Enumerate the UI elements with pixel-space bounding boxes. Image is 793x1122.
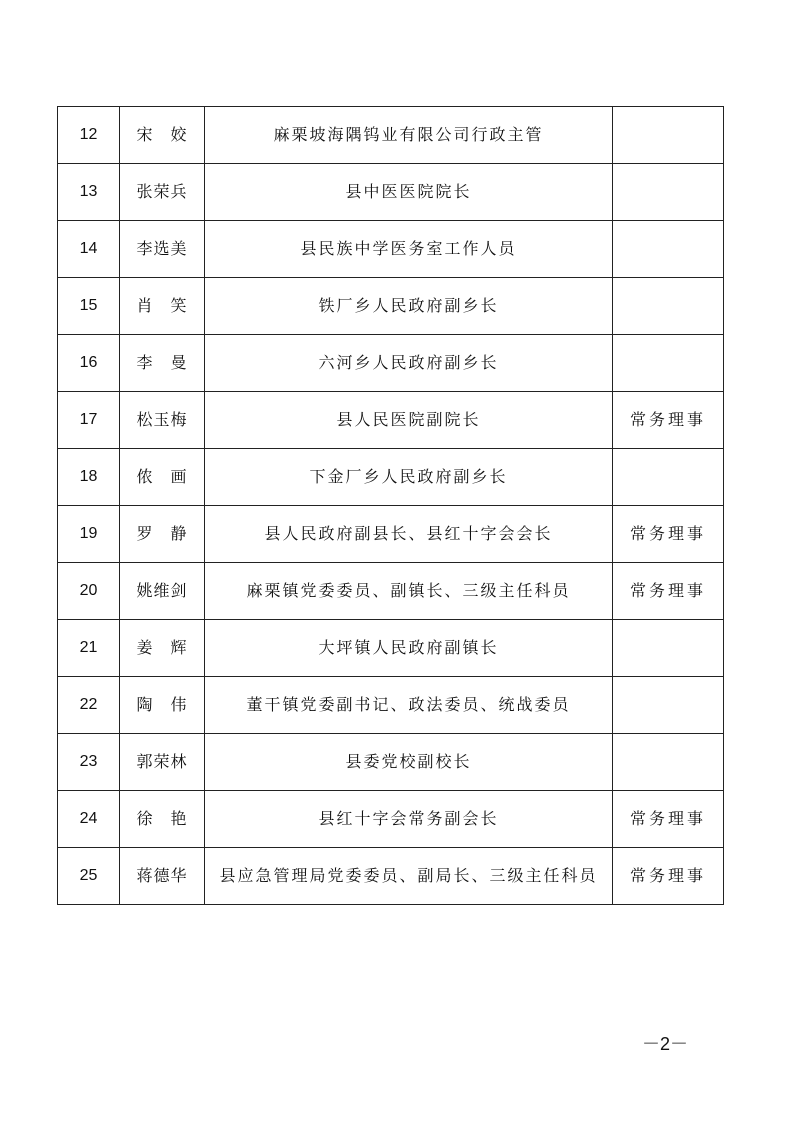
- member-role: [613, 107, 724, 164]
- member-name: 张荣兵: [120, 164, 205, 221]
- table-row: [58, 620, 724, 677]
- member-position: 董干镇党委副书记、政法委员、统战委员: [205, 677, 613, 734]
- member-position: 县红十字会常务副会长: [205, 791, 613, 848]
- member-position: 县人民政府副县长、县红十字会会长: [205, 506, 613, 563]
- roster-table: [57, 106, 724, 905]
- table-row: [58, 791, 724, 848]
- member-role: 常务理事: [613, 848, 724, 905]
- member-position: 县应急管理局党委委员、副局长、三级主任科员: [205, 848, 613, 905]
- row-number: 19: [58, 506, 120, 563]
- member-role: [613, 164, 724, 221]
- member-position: 大坪镇人民政府副镇长: [205, 620, 613, 677]
- member-position: 县民族中学医务室工作人员: [205, 221, 613, 278]
- row-number: 25: [58, 848, 120, 905]
- member-position: 麻栗坡海隅钨业有限公司行政主管: [205, 107, 613, 164]
- member-role: [613, 221, 724, 278]
- member-position: 县委党校副校长: [205, 734, 613, 791]
- member-position: 县人民医院副院长: [205, 392, 613, 449]
- member-position: 铁厂乡人民政府副乡长: [205, 278, 613, 335]
- member-name: 郭荣林: [120, 734, 205, 791]
- table-row: [58, 221, 724, 278]
- row-number: 17: [58, 392, 120, 449]
- row-number: 18: [58, 449, 120, 506]
- row-number: 15: [58, 278, 120, 335]
- table-row: [58, 392, 724, 449]
- member-role: [613, 449, 724, 506]
- row-number: 16: [58, 335, 120, 392]
- member-name: 宋 姣: [120, 107, 205, 164]
- member-name: 李选美: [120, 221, 205, 278]
- member-name: 姜 辉: [120, 620, 205, 677]
- table-row: [58, 677, 724, 734]
- member-position: 麻栗镇党委委员、副镇长、三级主任科员: [205, 563, 613, 620]
- member-position: 六河乡人民政府副乡长: [205, 335, 613, 392]
- table-row: [58, 734, 724, 791]
- member-name: 肖 笑: [120, 278, 205, 335]
- member-name: 侬 画: [120, 449, 205, 506]
- member-role: 常务理事: [613, 563, 724, 620]
- table-row: [58, 278, 724, 335]
- table-row: [58, 848, 724, 905]
- row-number: 21: [58, 620, 120, 677]
- member-role: 常务理事: [613, 392, 724, 449]
- member-name: 李 曼: [120, 335, 205, 392]
- table-row: [58, 563, 724, 620]
- member-position: 县中医医院院长: [205, 164, 613, 221]
- member-role: [613, 734, 724, 791]
- member-name: 松玉梅: [120, 392, 205, 449]
- page-number: －2－: [641, 1034, 688, 1054]
- member-role: 常务理事: [613, 791, 724, 848]
- table-row: [58, 107, 724, 164]
- table-row: [58, 506, 724, 563]
- row-number: 24: [58, 791, 120, 848]
- member-role: [613, 278, 724, 335]
- row-number: 13: [58, 164, 120, 221]
- row-number: 20: [58, 563, 120, 620]
- member-role: [613, 335, 724, 392]
- row-number: 14: [58, 221, 120, 278]
- row-number: 12: [58, 107, 120, 164]
- member-role: [613, 677, 724, 734]
- member-name: 罗 静: [120, 506, 205, 563]
- member-role: [613, 620, 724, 677]
- member-name: 姚维剑: [120, 563, 205, 620]
- row-number: 23: [58, 734, 120, 791]
- member-name: 徐 艳: [120, 791, 205, 848]
- table-row: [58, 335, 724, 392]
- member-role: 常务理事: [613, 506, 724, 563]
- member-position: 下金厂乡人民政府副乡长: [205, 449, 613, 506]
- table-row: [58, 164, 724, 221]
- table-row: [58, 449, 724, 506]
- member-name: 陶 伟: [120, 677, 205, 734]
- member-name: 蒋德华: [120, 848, 205, 905]
- row-number: 22: [58, 677, 120, 734]
